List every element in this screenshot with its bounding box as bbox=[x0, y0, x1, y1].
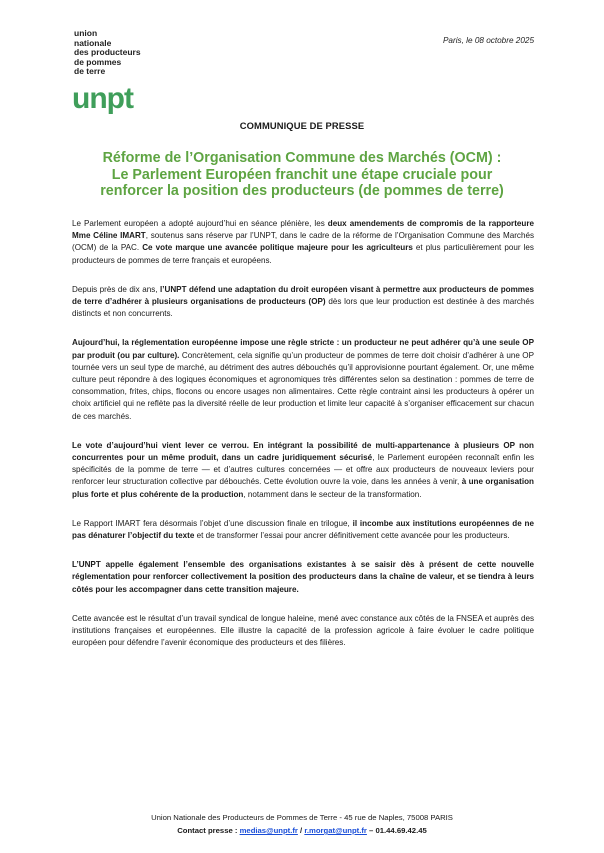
org-line: nationale bbox=[74, 37, 112, 48]
document-type: COMMUNIQUE DE PRESSE bbox=[239, 120, 365, 131]
title-line: renforcer la position des producteurs (de pommes de terre) bbox=[100, 183, 504, 199]
paragraph-4: Le vote d’aujourd’hui vient lever ce verrou. En intégrant la possibilité de multi-appartenance à plusieurs OP non concurrentes pour un même produit, dans un cadre juridiquement sécurisé, le Parlement européen reconnaît enfin les spécificités de la pomme de terre — et d’autres cultures concernées — et offre aux producteurs de nouveaux leviers pour renforcer leur structuration collective par débouchés. Cette évolution ouvre la voie, dans les années à venir, à une organisation plus forte et plus cohérente de la production, notamment dans le secteur de la transformation. bbox=[72, 440, 534, 499]
paragraph-5: Le Rapport IMART fera désormais l’objet d’une discussion finale en trilogue, il incombe aux institutions européennes de ne pas dénaturer l’objectif du texte et de transformer l’essai pour ancrer définitivement cette avancée pour les producteurs. bbox=[72, 518, 534, 541]
org-line: des producteurs bbox=[74, 47, 141, 58]
press-release-date: Paris, le 08 octobre 2025 bbox=[442, 36, 534, 45]
paragraph-3: Aujourd’hui, la réglementation européenne impose une règle stricte : un producteur ne peut adhérer qu’à une seule OP par produit (ou par culture). Concrètement, cela signifie qu’un producteur de pommes de terre doit choisir d’adhérer à une OP tournée vers un seul type de marché, au détriment des autres débouchés qu’il approvisionne pourtant également. Or, une même culture peut répondre à des logiques économiques et agronomiques très différentes selon sa destination : pommes de terre de consommation, frites, chips, flocons ou encore usages non alimentaires. Cette règle contraint ainsi les producteurs à opérer un choix artificiel qui ne reflète pas la diversité réelle de leur production et limite leur capacité à s’organiser efficacement sur chacun de ces marchés. bbox=[72, 338, 534, 421]
email-link-medias[interactable]: medias@unpt.fr bbox=[239, 826, 298, 835]
paragraph-6: L’UNPT appelle également l’ensemble des organisations existantes à se saisir dès à présent de cette nouvelle réglementation pour renforcer collectivement la position des producteurs dans la chaîne de valeur, et se tiendra à leurs côtés pour les accompagner dans cette transition majeure. bbox=[72, 560, 534, 594]
unpt-logo bbox=[72, 82, 152, 124]
title-line: Réforme de l’Organisation Commune des Marchés (OCM) : bbox=[102, 150, 502, 166]
org-line: union bbox=[74, 28, 98, 38]
press-release-body bbox=[72, 218, 534, 666]
footer-contact: Contact presse : medias@unpt.fr / r.morgat@unpt.fr – 01.44.69.42.45 bbox=[177, 826, 427, 835]
email-link-morgat[interactable]: r.morgat@unpt.fr bbox=[304, 826, 367, 835]
paragraph-7: Cette avancée est le résultat d’un travail syndical de longue haleine, mené avec constance aux côtés de la FNSEA et auprès des institutions françaises et européennes. Elle illustre la capacité de la profession agricole à faire évoluer le cadre politique européen pour défendre l’avenir économique des producteurs et des filières. bbox=[72, 613, 534, 648]
org-line: de terre bbox=[74, 66, 106, 77]
organization-name bbox=[74, 29, 141, 77]
paragraph-1: Le Parlement européen a adopté aujourd’hui en séance plénière, les deux amendements de compromis de la rapporteure Mme Céline IMART, soutenus sans réserve par l’UNPT, dans le cadre de la réforme de l’Organisation Commune des Marchés (OCM) de la PAC. Ce vote marque une avancée politique majeure pour les agriculteurs et plus particulièrement pour les producteurs de pommes de terre français et européens. bbox=[72, 219, 534, 265]
footer bbox=[0, 811, 604, 837]
paragraph-2: Depuis près de dix ans, l’UNPT défend une adaptation du droit européen visant à permettre aux producteurs de pommes de terre d’adhérer à plusieurs organisations de producteurs (OP) dès lors que leur production est destinée à des marchés distincts et non concurrents. bbox=[72, 284, 534, 319]
footer-address: Union Nationale des Producteurs de Pommes de Terre - 45 rue de Naples, 75008 PARIS bbox=[151, 813, 453, 822]
logo-text: unpt bbox=[72, 82, 133, 115]
org-line: de pommes bbox=[74, 56, 122, 67]
press-release-title bbox=[62, 150, 542, 200]
title-line: Le Parlement Européen franchit une étape cruciale pour bbox=[111, 166, 493, 183]
